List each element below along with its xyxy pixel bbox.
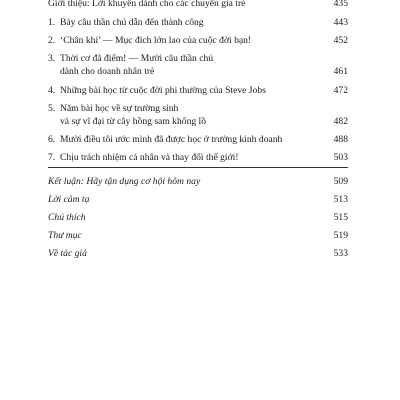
toc-chapter-number: 7. [48, 152, 56, 163]
toc-chapter-title: Mười điều tôi ước mình đã được học ở trường kinh doanh [60, 134, 283, 145]
toc-chapter-title-line-2: và sự vĩ đại từ cây hồng sam khổng lồ [60, 116, 207, 127]
toc-back-matter-title: Về tác giả [48, 248, 87, 259]
toc-chapter-title: Bảy câu thần chú dẫn đến thành công [60, 17, 204, 28]
toc-back-matter-title: Kết luận: Hãy tận dụng cơ hội hôm nay [48, 176, 201, 187]
toc-chapter-title: Năm bài học về sự trường sinh [60, 103, 179, 114]
toc-chapter-number: 3. [48, 53, 56, 64]
toc-chapter-title: Thời cơ đã điểm! — Mười câu thần chú [60, 53, 214, 64]
toc-chapter-number: 4. [48, 85, 56, 96]
toc-chapter-page: 488 [333, 134, 348, 145]
toc-chapter-page: 452 [333, 35, 348, 46]
toc-chapter-title: ‘Chân khí’ — Mục đích lớn lao của cuộc đời bạn! [60, 35, 252, 46]
toc-back-matter-page: 533 [333, 248, 348, 259]
toc-chapter-page: 503 [333, 152, 348, 163]
toc-back-matter-page: 509 [333, 176, 348, 187]
toc-intro-title: Giới thiệu: Lời khuyên dành cho các chuyên gia trẻ [48, 0, 246, 9]
toc-chapter-title-line-2: dành cho doanh nhân trẻ [60, 66, 155, 77]
toc-back-matter-title: Chú thích [48, 212, 86, 223]
toc-back-matter-page: 513 [333, 194, 348, 205]
toc-back-matter-page: 515 [333, 212, 348, 223]
toc-chapter-title: Chịu trách nhiệm cá nhân và thay đổi thế giới! [60, 152, 239, 163]
toc-chapter-number: 6. [48, 134, 56, 145]
toc-chapter-number: 1. [48, 17, 56, 28]
toc-back-matter-page: 519 [333, 230, 348, 241]
toc-chapter-number: 5. [48, 103, 56, 114]
toc-chapter-number: 2. [48, 35, 56, 46]
toc-chapter-page: 472 [333, 85, 348, 96]
toc-back-matter-title: Lời cảm tạ [48, 194, 90, 205]
toc-chapter-page: 482 [333, 116, 348, 127]
toc-divider [48, 167, 348, 168]
toc-intro-page: 435 [333, 0, 348, 9]
toc-back-matter-title: Thư mục [48, 230, 82, 241]
toc-chapter-page: 461 [333, 66, 348, 77]
toc-chapter-page: 443 [333, 17, 348, 28]
toc-chapter-title: Những bài học từ cuộc đời phi thường của Steve Jobs [60, 85, 266, 96]
table-of-contents [48, 0, 348, 400]
